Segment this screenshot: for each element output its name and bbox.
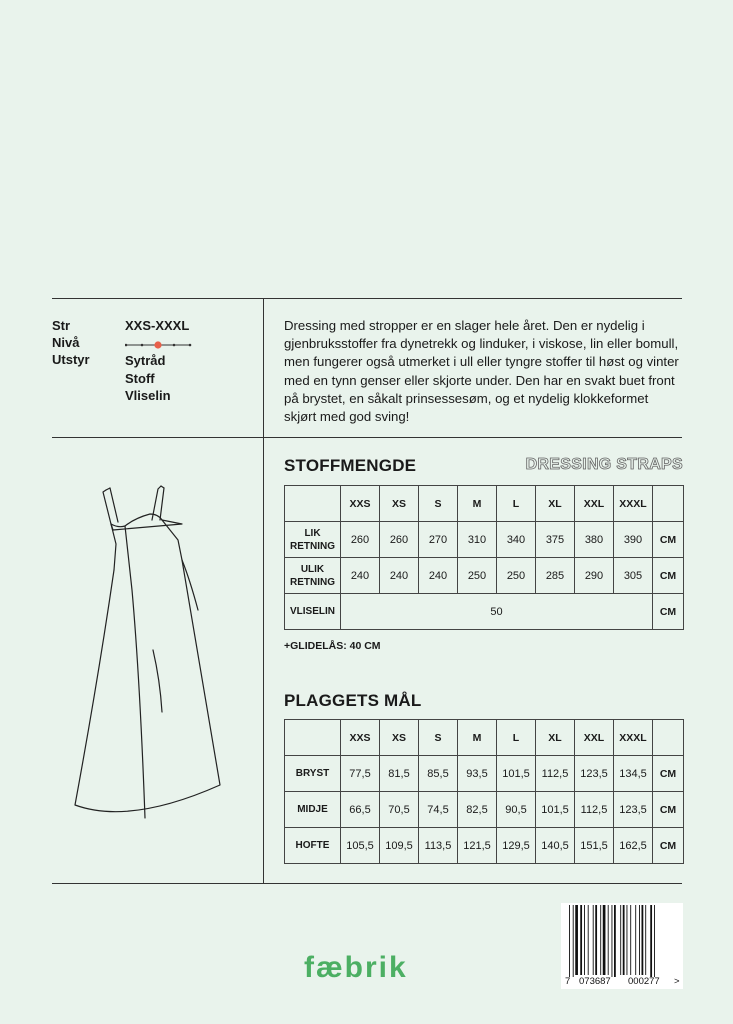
table-cell: 121,5 <box>458 828 497 864</box>
barcode-bar <box>608 905 609 975</box>
table-cell: 85,5 <box>419 756 458 792</box>
barcode-bar <box>595 905 597 975</box>
table-cell: 50 <box>341 594 653 630</box>
table-cell: 240 <box>419 558 458 594</box>
unit-cell: CM <box>653 756 684 792</box>
table-cell: 151,5 <box>575 828 614 864</box>
size-label: Str <box>52 318 71 333</box>
barcode-bar <box>654 905 655 977</box>
unit-cell: CM <box>653 522 684 558</box>
barcode-bar <box>627 905 628 975</box>
table-cell: 70,5 <box>380 792 419 828</box>
barcode-digits: 000277 <box>628 976 660 987</box>
blank-cell <box>285 720 341 756</box>
table-cell: 305 <box>614 558 653 594</box>
size-header: XL <box>536 486 575 522</box>
barcode-bar <box>575 905 578 975</box>
size-header: S <box>419 486 458 522</box>
barcode-bar <box>630 905 631 975</box>
bottom-divider <box>52 883 682 884</box>
barcode <box>561 903 683 989</box>
supply-item: Sytråd <box>125 353 166 368</box>
barcode-bar <box>635 905 636 975</box>
table-cell: 77,5 <box>341 756 380 792</box>
table-cell: 101,5 <box>497 756 536 792</box>
table-cell: 380 <box>575 522 614 558</box>
barcode-bar <box>580 905 582 975</box>
row-header: BRYST <box>285 756 341 792</box>
barcode-bar <box>650 905 652 977</box>
level-label: Nivå <box>52 335 80 350</box>
table-cell: 310 <box>458 522 497 558</box>
table-row <box>285 756 684 792</box>
row-header: LIK RETNING <box>285 522 341 558</box>
row-header: ULIK RETNING <box>285 558 341 594</box>
barcode-bars <box>561 903 683 977</box>
table-cell: 250 <box>458 558 497 594</box>
table-cell: 260 <box>341 522 380 558</box>
fabric-title: STOFFMENGDE <box>284 456 417 475</box>
table-row <box>285 522 684 558</box>
table-cell: 93,5 <box>458 756 497 792</box>
size-value: XXS-XXXL <box>125 318 190 333</box>
size-header: XXS <box>341 486 380 522</box>
supplies-label: Utstyr <box>52 352 90 367</box>
barcode-bar <box>593 905 594 975</box>
table-cell: 240 <box>341 558 380 594</box>
level-indicator <box>125 338 193 353</box>
supply-item: Vliselin <box>125 388 171 403</box>
table-row <box>285 558 684 594</box>
row-header: HOFTE <box>285 828 341 864</box>
barcode-bar <box>584 905 585 975</box>
description: Dressing med stropper er en slager hele året. Den er nydelig i gjenbruksstoffer fra dynetrekk og linduker, i viskose, lin eller bomull, men fungerer også utmerket i ull eller tyngre stoffer til høst og vinter med en tynn genser eller skjorte under. Den har en svakt buet front på brystet, en såkalt prinsessesøm, og et nydelig klokkeformet skjørt med god sving! <box>284 318 679 425</box>
supplies-list <box>125 352 171 405</box>
table-cell: 123,5 <box>614 792 653 828</box>
table-cell: 74,5 <box>419 792 458 828</box>
size-header: XS <box>380 720 419 756</box>
size-header: M <box>458 720 497 756</box>
barcode-bar <box>645 905 646 975</box>
table-cell: 129,5 <box>497 828 536 864</box>
table-cell: 112,5 <box>536 756 575 792</box>
barcode-digits: 073687 <box>579 976 611 987</box>
level-scale-icon <box>125 340 193 350</box>
unit-cell: CM <box>653 558 684 594</box>
barcode-bar <box>639 905 640 975</box>
table-cell: 134,5 <box>614 756 653 792</box>
table-cell: 123,5 <box>575 756 614 792</box>
table-cell: 66,5 <box>341 792 380 828</box>
barcode-bar <box>569 905 570 977</box>
pattern-name: DRESSING STRAPS <box>525 456 683 473</box>
barcode-bar <box>603 905 606 975</box>
barcode-bar <box>588 905 589 975</box>
table-cell: 112,5 <box>575 792 614 828</box>
barcode-bar <box>614 905 616 977</box>
table-cell: 113,5 <box>419 828 458 864</box>
table-cell: 375 <box>536 522 575 558</box>
size-header: L <box>497 720 536 756</box>
fabric-header-row <box>285 486 684 522</box>
size-header: XXXL <box>614 486 653 522</box>
size-header: L <box>497 486 536 522</box>
size-header: XS <box>380 486 419 522</box>
table-row <box>285 828 684 864</box>
middle-divider <box>52 437 682 438</box>
garment-table <box>284 719 684 864</box>
size-header: XXL <box>575 720 614 756</box>
table-cell: 270 <box>419 522 458 558</box>
table-cell: 260 <box>380 522 419 558</box>
blank-cell <box>285 486 341 522</box>
table-cell: 285 <box>536 558 575 594</box>
table-cell: 109,5 <box>380 828 419 864</box>
blank-cell <box>653 720 684 756</box>
garment-title: PLAGGETS MÅL <box>284 691 422 710</box>
supply-item: Stoff <box>125 370 155 386</box>
size-header: M <box>458 486 497 522</box>
table-cell: 101,5 <box>536 792 575 828</box>
top-divider <box>52 298 682 299</box>
table-cell: 140,5 <box>536 828 575 864</box>
table-cell: 240 <box>380 558 419 594</box>
barcode-bar <box>623 905 625 975</box>
barcode-bar <box>600 905 601 975</box>
table-cell: 90,5 <box>497 792 536 828</box>
table-cell: 290 <box>575 558 614 594</box>
table-cell: 390 <box>614 522 653 558</box>
row-header: MIDJE <box>285 792 341 828</box>
table-row <box>285 792 684 828</box>
barcode-bar <box>642 905 644 975</box>
size-header: XL <box>536 720 575 756</box>
table-row <box>285 594 684 630</box>
table-cell: 162,5 <box>614 828 653 864</box>
row-header: VLISELIN <box>285 594 341 630</box>
table-cell: 250 <box>497 558 536 594</box>
blank-cell <box>653 486 684 522</box>
barcode-digit: 7 <box>565 976 571 987</box>
table-cell: 340 <box>497 522 536 558</box>
zipper-note: +GLIDELÅS: 40 CM <box>284 640 381 652</box>
size-header: XXXL <box>614 720 653 756</box>
dress-illustration <box>70 480 240 850</box>
column-divider <box>263 298 264 883</box>
size-header: XXL <box>575 486 614 522</box>
barcode-bar <box>612 905 613 977</box>
fabric-table <box>284 485 684 630</box>
garment-header-row <box>285 720 684 756</box>
size-header: S <box>419 720 458 756</box>
brand-logo: fæbrik <box>304 951 408 984</box>
barcode-bar <box>620 905 621 975</box>
unit-cell: CM <box>653 828 684 864</box>
table-cell: 81,5 <box>380 756 419 792</box>
barcode-bar <box>573 905 574 977</box>
unit-cell: CM <box>653 594 684 630</box>
unit-cell: CM <box>653 792 684 828</box>
table-cell: 105,5 <box>341 828 380 864</box>
table-cell: 82,5 <box>458 792 497 828</box>
size-header: XXS <box>341 720 380 756</box>
barcode-digit: > <box>674 976 680 987</box>
